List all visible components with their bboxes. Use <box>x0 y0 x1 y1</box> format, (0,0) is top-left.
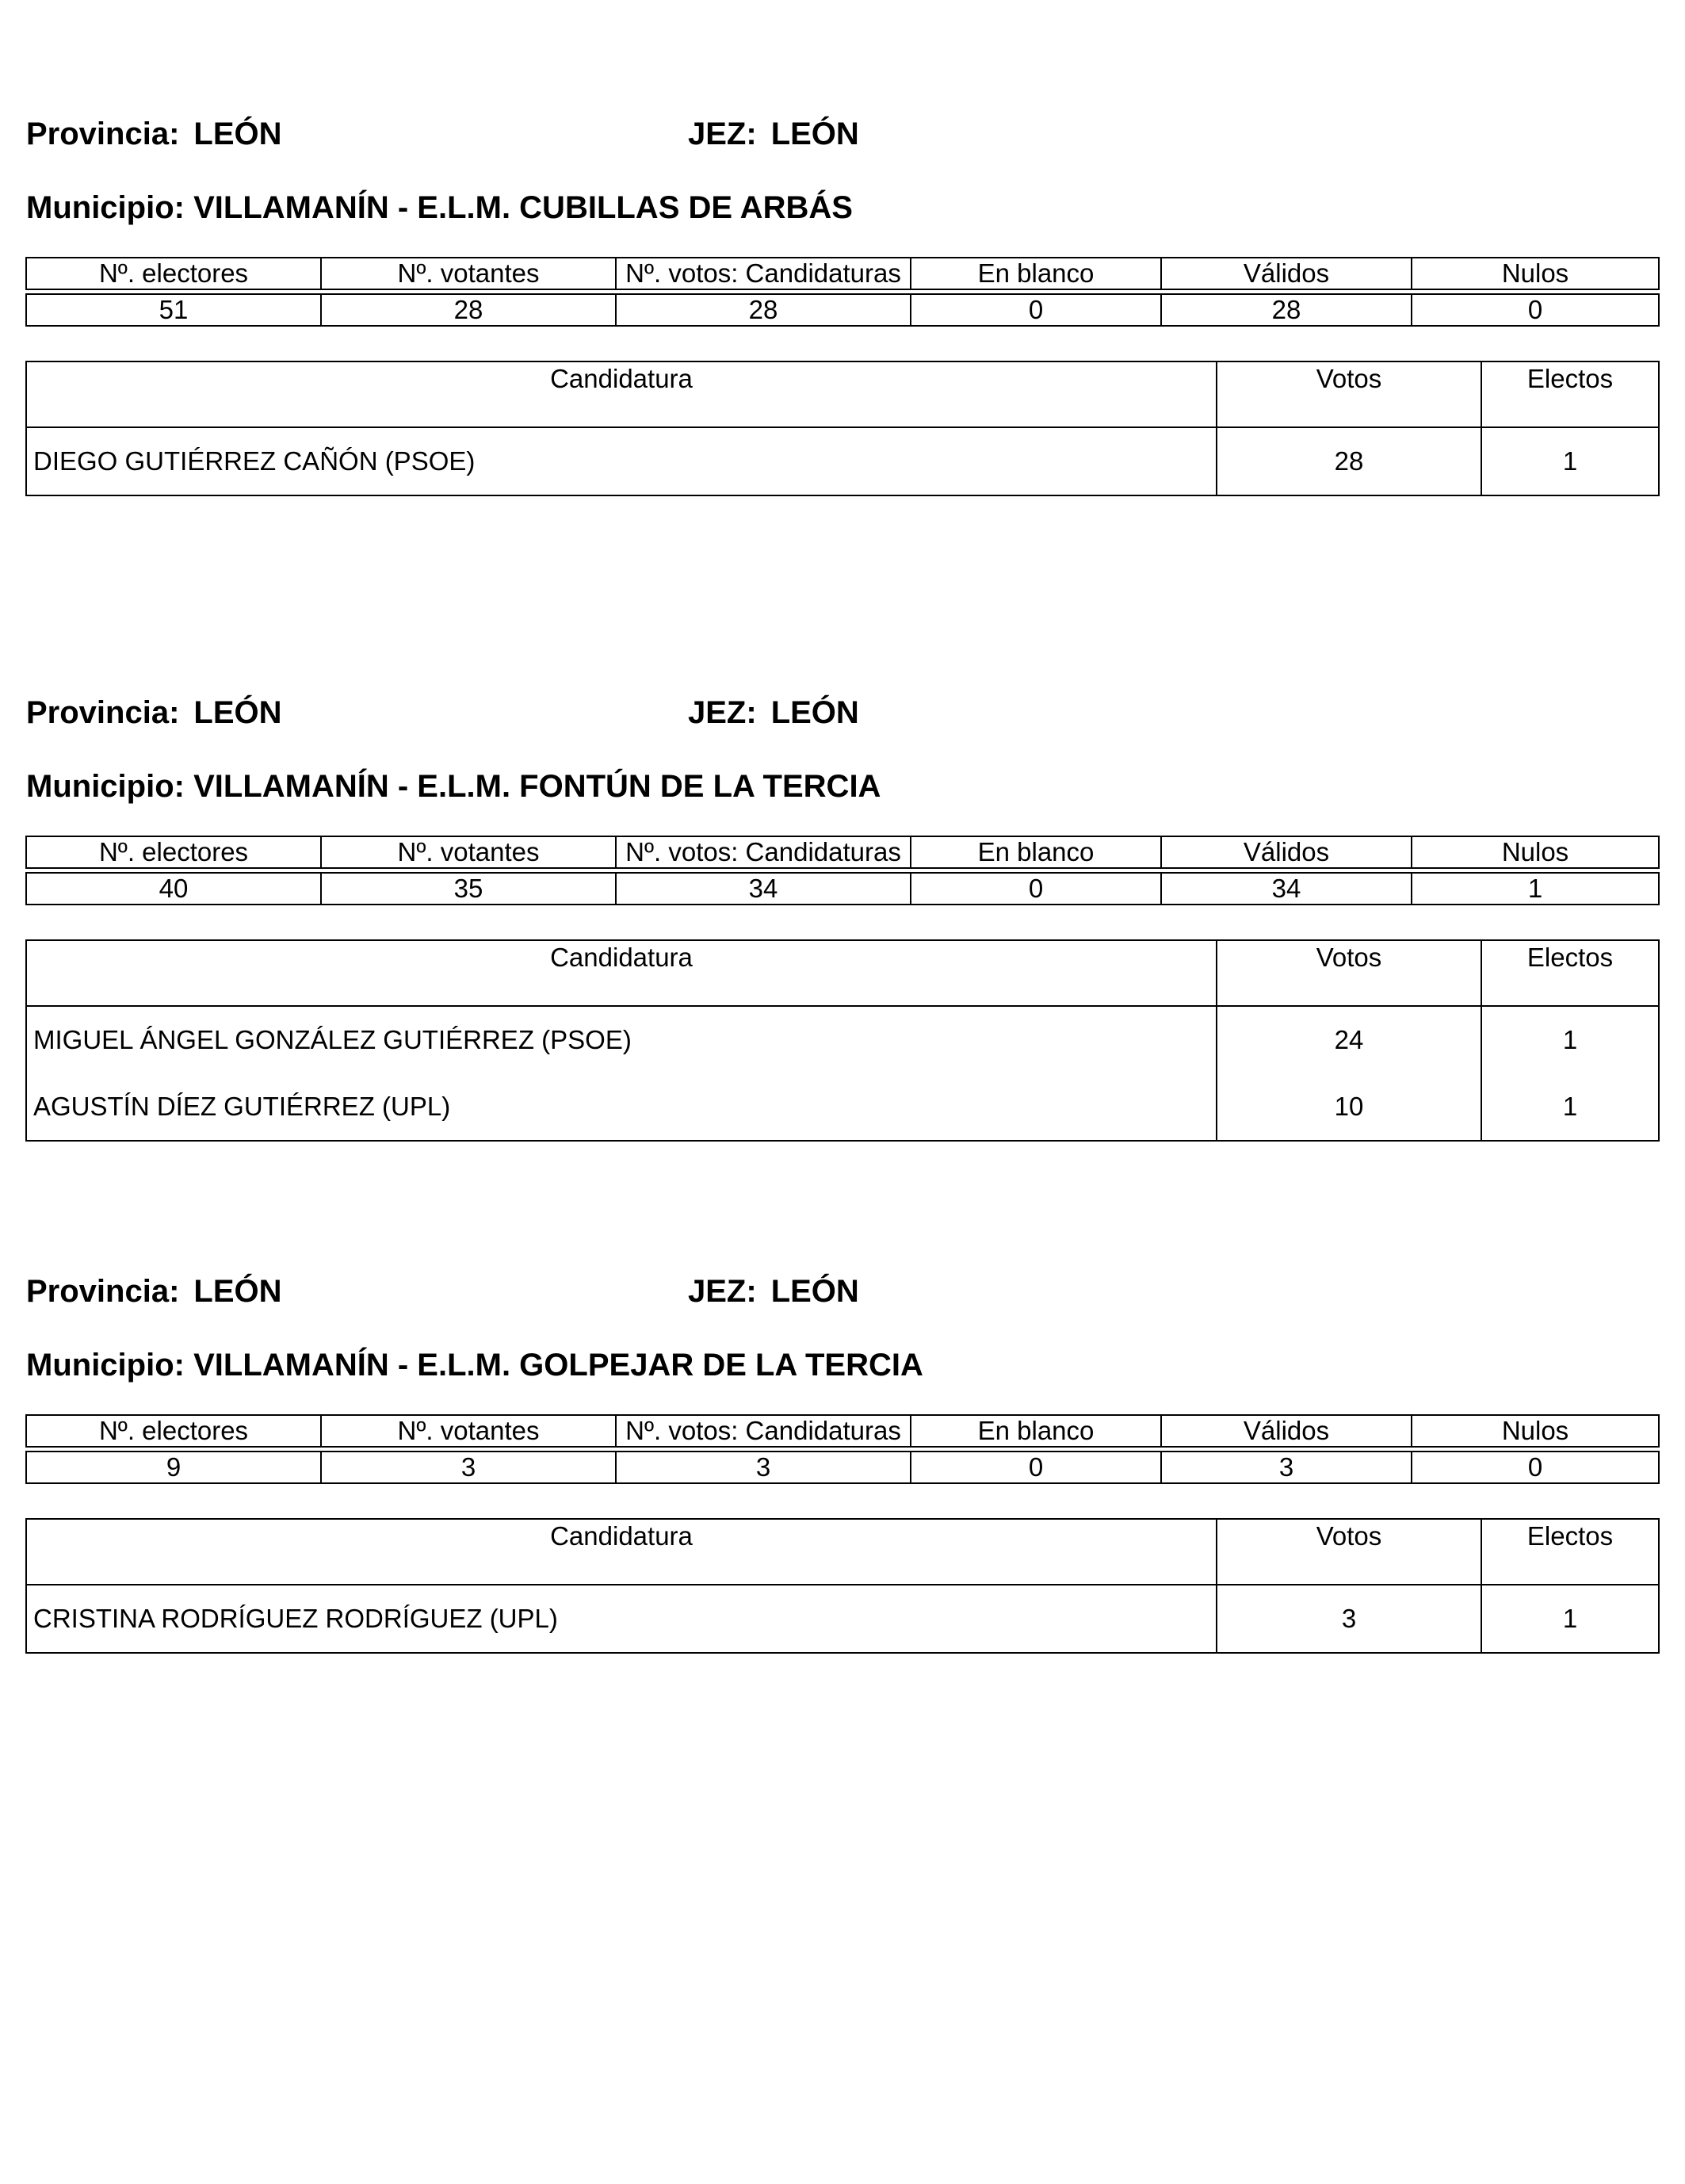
candidates-header-row <box>26 361 1659 427</box>
stats-value-electores: 51 <box>26 294 321 326</box>
jez-line <box>688 115 859 153</box>
stats-header-electores: Nº. electores <box>26 836 321 868</box>
stats-value-nulos: 1 <box>1412 873 1659 905</box>
stats-header-row <box>26 258 1659 289</box>
candidates-header-electos: Electos <box>1481 940 1659 1006</box>
jez-label: JEZ: <box>688 695 757 730</box>
candidate-electos: 1 <box>1481 1006 1659 1073</box>
stats-header-row <box>26 1415 1659 1447</box>
provincia-value: LEÓN <box>193 117 282 151</box>
stats-table <box>25 1414 1660 1484</box>
stats-value-en-blanco: 0 <box>911 1452 1161 1483</box>
stats-value-votos-candidaturas: 28 <box>616 294 911 326</box>
stats-header-en-blanco: En blanco <box>911 1415 1161 1447</box>
provincia-label: Provincia: <box>26 695 180 730</box>
provincia-line <box>26 115 282 153</box>
municipio-value: VILLAMANÍN - E.L.M. GOLPEJAR DE LA TERCIA <box>193 1348 923 1383</box>
municipio-line <box>26 1346 923 1384</box>
stats-header-votos-candidaturas: Nº. votos: Candidaturas <box>616 836 911 868</box>
stats-header-votos-candidaturas: Nº. votos: Candidaturas <box>616 258 911 289</box>
stats-value-en-blanco: 0 <box>911 294 1161 326</box>
stats-value-row <box>26 294 1659 326</box>
stats-table <box>25 836 1660 905</box>
candidates-header-votos: Votos <box>1217 361 1481 427</box>
stats-header-votantes: Nº. votantes <box>321 258 616 289</box>
municipio-line <box>26 189 853 227</box>
stats-header-validos: Válidos <box>1161 1415 1412 1447</box>
candidate-votos: 28 <box>1217 427 1481 495</box>
stats-header-votantes: Nº. votantes <box>321 1415 616 1447</box>
municipio-line <box>26 767 881 805</box>
stats-header-en-blanco: En blanco <box>911 258 1161 289</box>
stats-value-votantes: 3 <box>321 1452 616 1483</box>
municipio-value: VILLAMANÍN - E.L.M. CUBILLAS DE ARBÁS <box>193 190 853 225</box>
candidate-votos: 3 <box>1217 1585 1481 1653</box>
jez-line <box>688 694 859 732</box>
candidates-header-electos: Electos <box>1481 361 1659 427</box>
stats-header-nulos: Nulos <box>1412 836 1659 868</box>
jez-label: JEZ: <box>688 1274 757 1309</box>
candidates-header-votos: Votos <box>1217 940 1481 1006</box>
candidate-name: MIGUEL ÁNGEL GONZÁLEZ GUTIÉRREZ (PSOE) <box>26 1006 1217 1073</box>
provincia-label: Provincia: <box>26 117 180 151</box>
candidate-row <box>26 427 1659 495</box>
jez-label: JEZ: <box>688 117 757 151</box>
provincia-line <box>26 694 282 732</box>
candidates-header-row <box>26 1519 1659 1585</box>
stats-value-validos: 28 <box>1161 294 1412 326</box>
jez-line <box>688 1272 859 1310</box>
stats-value-validos: 34 <box>1161 873 1412 905</box>
candidates-header-candidatura: Candidatura <box>26 1519 1217 1585</box>
candidate-row <box>26 1006 1659 1073</box>
stats-header-nulos: Nulos <box>1412 1415 1659 1447</box>
stats-value-validos: 3 <box>1161 1452 1412 1483</box>
stats-header-row <box>26 836 1659 868</box>
stats-header-votantes: Nº. votantes <box>321 836 616 868</box>
stats-header-electores: Nº. electores <box>26 258 321 289</box>
stats-header-validos: Válidos <box>1161 836 1412 868</box>
candidates-header-row <box>26 940 1659 1006</box>
stats-value-electores: 9 <box>26 1452 321 1483</box>
candidates-table <box>25 1518 1660 1654</box>
stats-value-votos-candidaturas: 34 <box>616 873 911 905</box>
provincia-value: LEÓN <box>193 695 282 730</box>
candidates-header-candidatura: Candidatura <box>26 361 1217 427</box>
candidate-votos: 24 <box>1217 1006 1481 1073</box>
candidate-electos: 1 <box>1481 1073 1659 1141</box>
municipio-label: Municipio: <box>26 1348 185 1383</box>
candidates-table <box>25 361 1660 496</box>
stats-value-votos-candidaturas: 3 <box>616 1452 911 1483</box>
stats-value-row <box>26 873 1659 905</box>
provincia-value: LEÓN <box>193 1274 282 1309</box>
candidate-electos: 1 <box>1481 1585 1659 1653</box>
stats-value-nulos: 0 <box>1412 294 1659 326</box>
stats-value-electores: 40 <box>26 873 321 905</box>
candidates-header-votos: Votos <box>1217 1519 1481 1585</box>
stats-header-nulos: Nulos <box>1412 258 1659 289</box>
municipio-value: VILLAMANÍN - E.L.M. FONTÚN DE LA TERCIA <box>193 769 881 804</box>
stats-header-en-blanco: En blanco <box>911 836 1161 868</box>
stats-value-nulos: 0 <box>1412 1452 1659 1483</box>
jez-value: LEÓN <box>770 1274 859 1309</box>
provincia-line <box>26 1272 282 1310</box>
candidate-electos: 1 <box>1481 427 1659 495</box>
stats-table <box>25 257 1660 327</box>
jez-value: LEÓN <box>770 117 859 151</box>
candidate-name: DIEGO GUTIÉRREZ CAÑÓN (PSOE) <box>26 427 1217 495</box>
candidate-name: AGUSTÍN DÍEZ GUTIÉRREZ (UPL) <box>26 1073 1217 1141</box>
candidates-table <box>25 939 1660 1142</box>
municipio-label: Municipio: <box>26 190 185 225</box>
candidates-header-electos: Electos <box>1481 1519 1659 1585</box>
candidates-header-candidatura: Candidatura <box>26 940 1217 1006</box>
candidate-row <box>26 1585 1659 1653</box>
candidate-row <box>26 1073 1659 1141</box>
stats-value-en-blanco: 0 <box>911 873 1161 905</box>
candidate-name: CRISTINA RODRÍGUEZ RODRÍGUEZ (UPL) <box>26 1585 1217 1653</box>
stats-value-row <box>26 1452 1659 1483</box>
stats-header-electores: Nº. electores <box>26 1415 321 1447</box>
candidate-votos: 10 <box>1217 1073 1481 1141</box>
provincia-label: Provincia: <box>26 1274 180 1309</box>
stats-value-votantes: 35 <box>321 873 616 905</box>
jez-value: LEÓN <box>770 695 859 730</box>
stats-header-validos: Válidos <box>1161 258 1412 289</box>
municipio-label: Municipio: <box>26 769 185 804</box>
stats-value-votantes: 28 <box>321 294 616 326</box>
stats-header-votos-candidaturas: Nº. votos: Candidaturas <box>616 1415 911 1447</box>
